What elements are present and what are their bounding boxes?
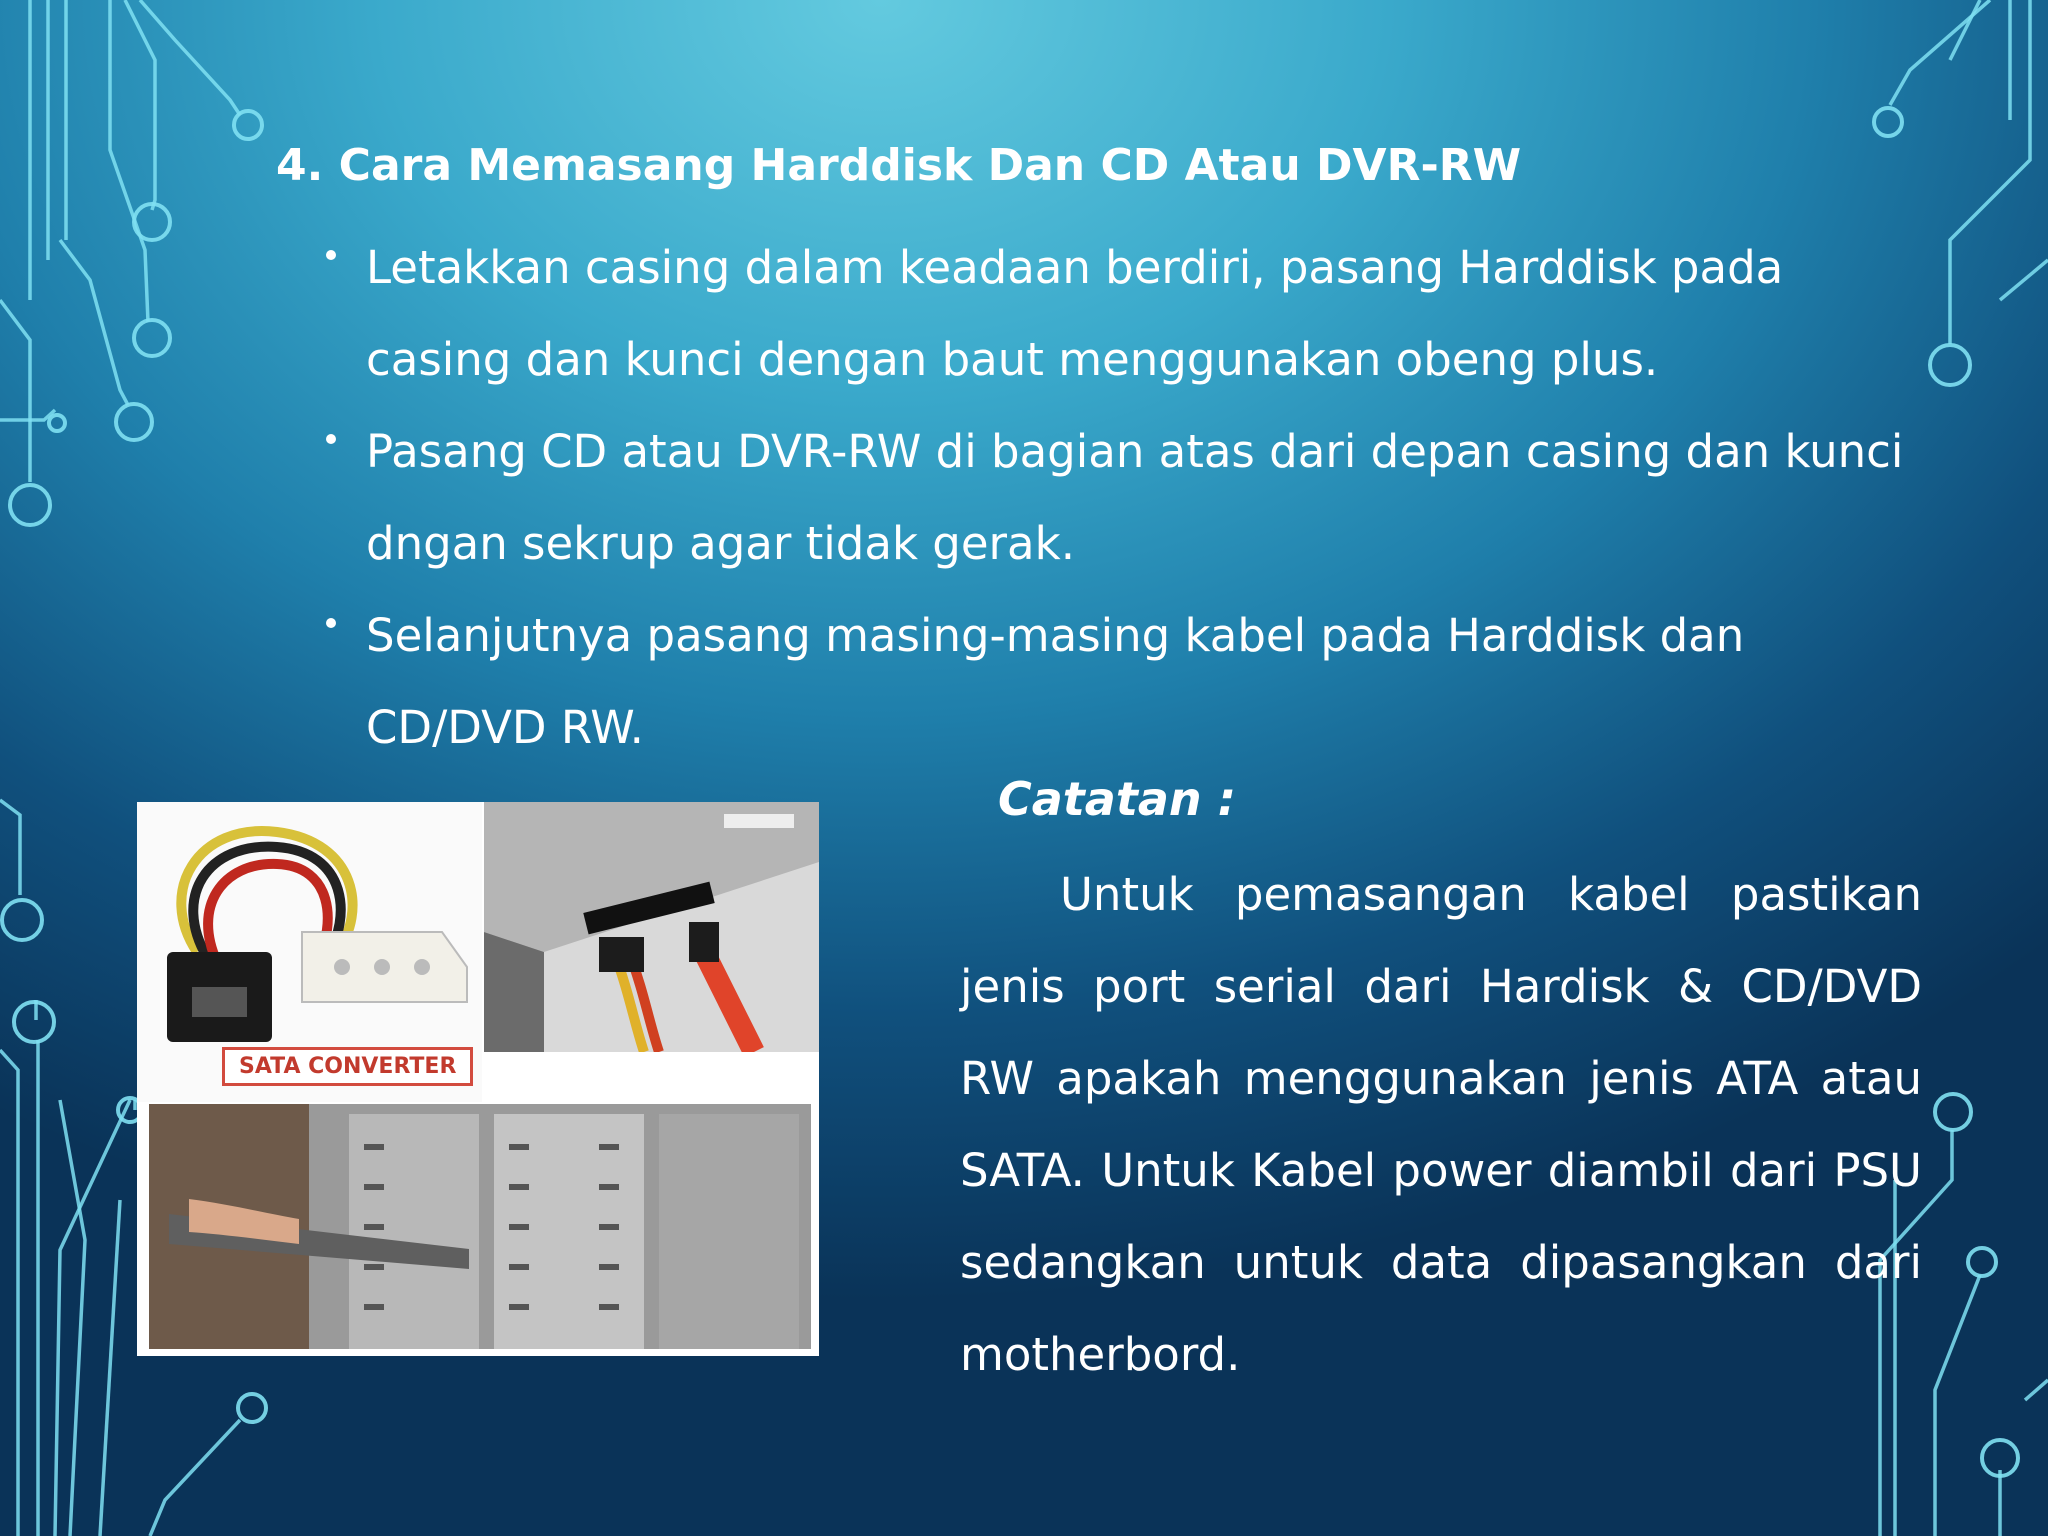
bullet-text: Letakkan casing dalam keadaan berdiri, pasang Harddisk pada casing dan kunci dengan baut menggunakan obeng plus.	[366, 241, 1784, 386]
bullet-dot-icon	[326, 618, 336, 628]
sata-converter-label: SATA CONVERTER	[222, 1047, 473, 1086]
bullet-item	[326, 406, 1926, 590]
notes-title: Catatan :	[998, 772, 1237, 826]
bullet-dot-icon	[326, 434, 336, 444]
computer-case-photo	[149, 1104, 811, 1349]
drive-connector-photo	[484, 802, 819, 1052]
slide-title: 4. Cara Memasang Harddisk Dan CD Atau DVR-RW	[276, 140, 1522, 191]
bullet-item	[326, 590, 1926, 774]
sata-cable-photo	[137, 802, 482, 1102]
notes-body: Untuk pemasangan kabel pastikan jenis port serial dari Hardisk & CD/DVD RW apakah menggunakan jenis ATA atau SATA. Untuk Kabel power diambil dari PSU sedangkan untuk data dipasangkan dari motherbord.	[960, 868, 1922, 1381]
bullet-text: Pasang CD atau DVR-RW di bagian atas dari depan casing dan kunci dngan sekrup agar tidak gerak.	[366, 425, 1904, 570]
bullet-dot-icon	[326, 250, 336, 260]
bullet-list	[326, 222, 1926, 774]
bullet-text: Selanjutnya pasang masing-masing kabel pada Harddisk dan CD/DVD RW.	[366, 609, 1745, 754]
bullet-item	[326, 222, 1926, 406]
hardware-photo	[137, 802, 819, 1356]
